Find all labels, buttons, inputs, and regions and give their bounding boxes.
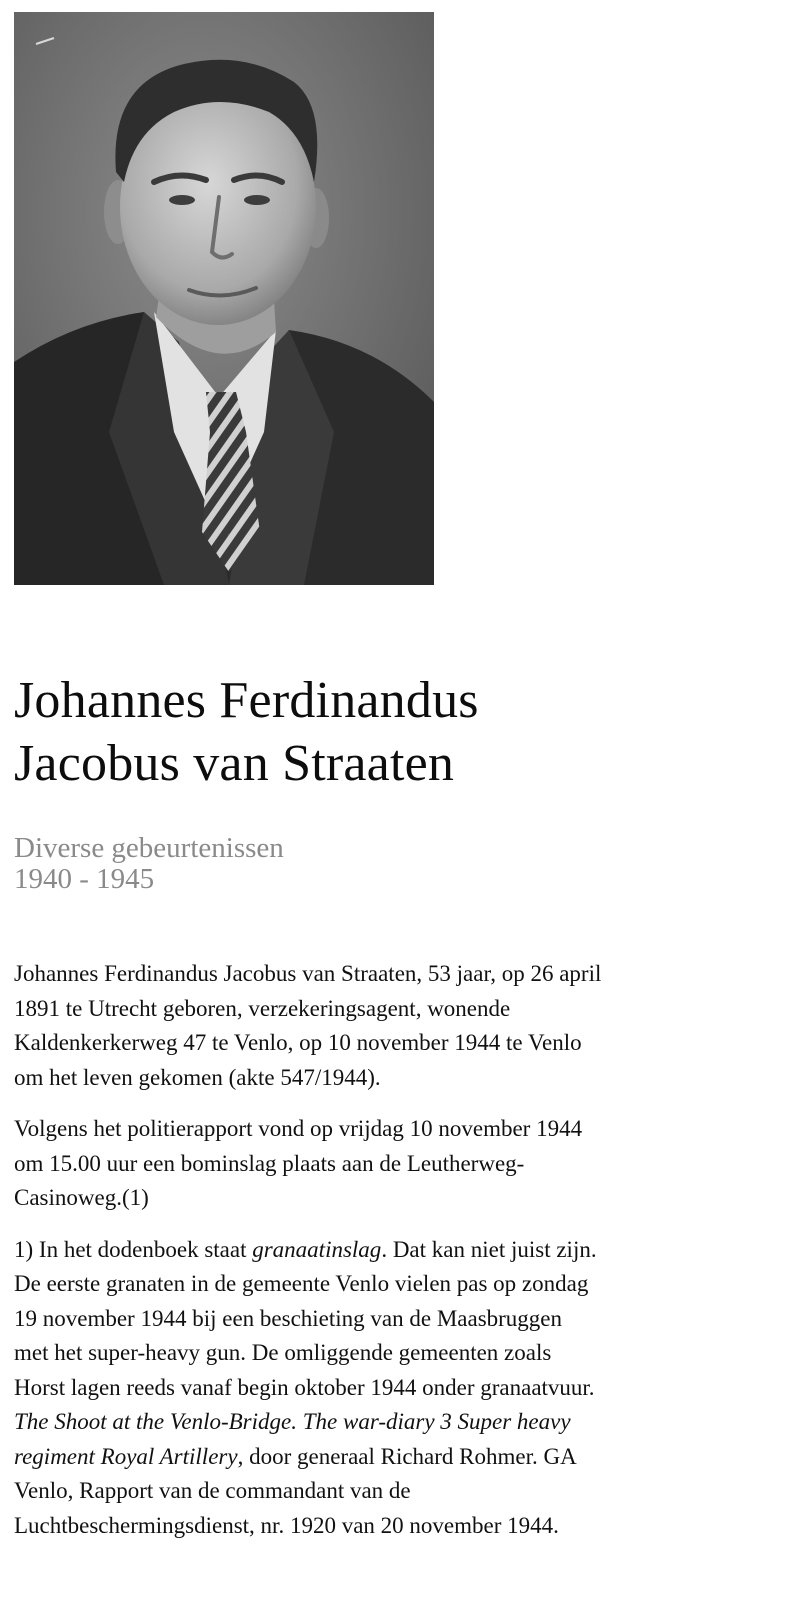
paragraph-police-report (14, 1112, 784, 1216)
text-line: met het super-heavy gun. De omliggende gemeenten zoals (14, 1340, 552, 1365)
text-line: Luchtbeschermingsdienst, nr. 1920 van 20 november 1944. (14, 1512, 559, 1538)
paragraph-footnote (14, 1233, 784, 1544)
italic-source-title: The Shoot at the Venlo-Bridge. The war-diary 3 Super heavy (14, 1409, 571, 1434)
text-line: Casinoweg.(1) (14, 1185, 149, 1210)
portrait-photo (14, 12, 434, 585)
text-line: Venlo, Rapport van de commandant van de (14, 1478, 411, 1503)
italic-source-title: regiment Royal Artillery (14, 1443, 238, 1469)
text-line: 1891 te Utrecht geboren, verzekeringsagent, wonende (14, 995, 511, 1021)
subtitle (14, 833, 784, 895)
paragraph-death-record (14, 957, 784, 1095)
text-line (14, 1233, 784, 1268)
italic-term: granaatinslag (252, 1236, 382, 1262)
text-segment: . Dat kan niet juist zijn. (381, 1236, 597, 1262)
text-line: Volgens het politierapport vond op vrijdag 10 november 1944 (14, 1116, 583, 1141)
title-line-1: Johannes Ferdinandus (14, 672, 479, 729)
text-line: Kaldenkerkerweg 47 te Venlo, op 10 november 1944 te Venlo (14, 1030, 582, 1055)
text-line: De eerste granaten in de gemeente Venlo vielen pas op zondag (14, 1271, 589, 1296)
text-segment: 1) In het dodenboek staat (14, 1236, 253, 1262)
text-line: om het leven gekomen (akte 547/1944). (14, 1064, 381, 1090)
article-body (14, 957, 784, 1543)
title-line-2: Jacobus van Straaten (14, 735, 455, 792)
subtitle-line-1: Diverse gebeurtenissen (14, 832, 284, 864)
text-segment: , door generaal Richard Rohmer. GA (237, 1443, 577, 1469)
text-line: Horst lagen reeds vanaf begin oktober 1944 onder granaatvuur. (14, 1374, 595, 1400)
article (14, 12, 784, 1543)
portrait-illustration (14, 12, 434, 585)
text-line: om 15.00 uur een bominslag plaats aan de Leutherweg- (14, 1150, 525, 1176)
page-title (14, 669, 784, 795)
text-line: 19 november 1944 bij een beschieting van de Maasbruggen (14, 1305, 563, 1331)
text-line (14, 1440, 784, 1475)
text-line: Johannes Ferdinandus Jacobus van Straaten, 53 jaar, op 26 april (14, 961, 602, 986)
subtitle-line-2: 1940 - 1945 (14, 863, 155, 895)
